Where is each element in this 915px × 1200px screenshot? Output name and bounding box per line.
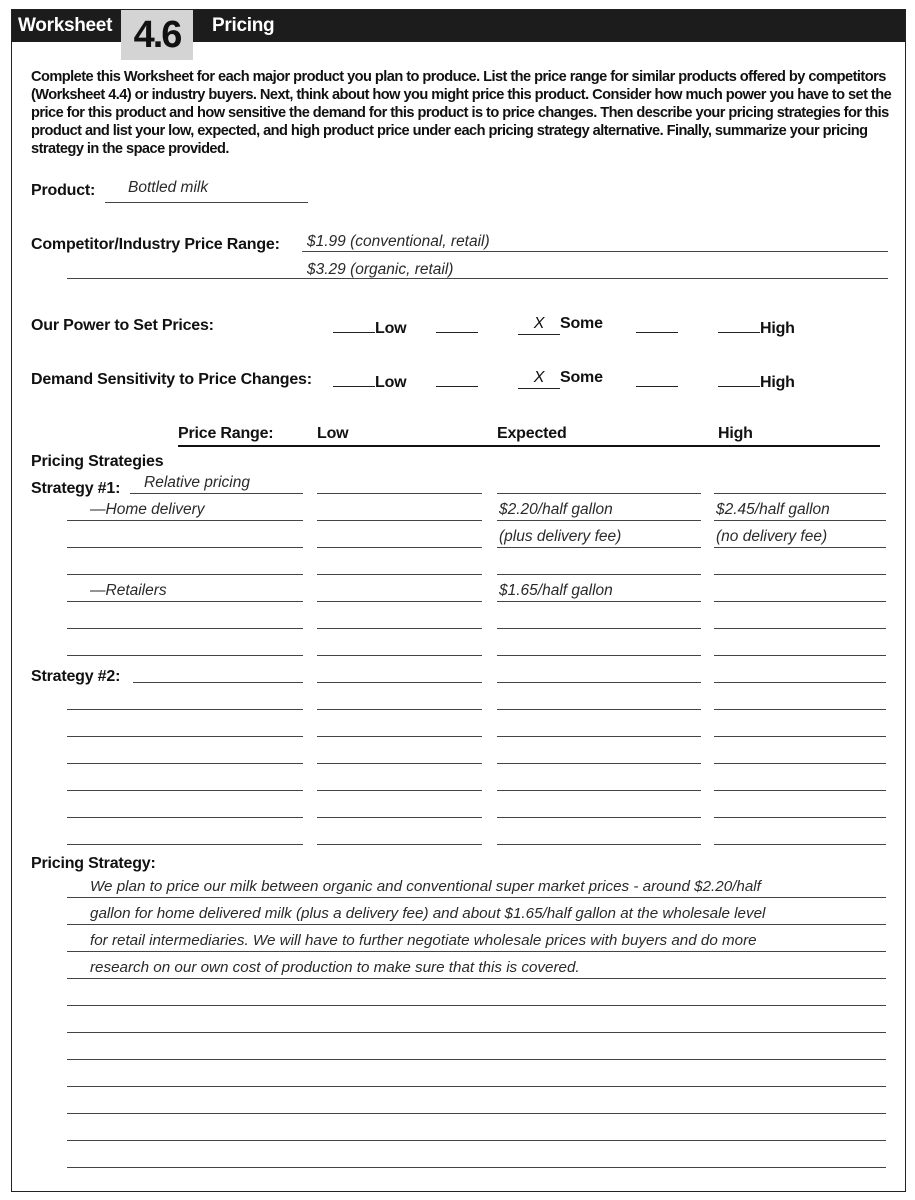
strategy-row-11-high-line: [714, 763, 886, 764]
strategy-row-4-expected-line: [497, 574, 701, 575]
strategy-1-row-2-high[interactable]: $2.45/half gallon: [716, 501, 830, 518]
strategy-row-1-high-line: [714, 493, 886, 494]
strategy-row-10-high-line: [714, 736, 886, 737]
strategy-row-10-expected-line: [497, 736, 701, 737]
strategy-row-2-expected-line: [497, 520, 701, 521]
strategy-row-8-expected-line: [497, 682, 701, 683]
strategy-row-12-low-line: [317, 790, 482, 791]
sensitivity-low-label: Low: [375, 374, 407, 391]
power-some-mark: X: [518, 317, 560, 335]
summary-line-10: [67, 1140, 886, 1141]
strategy-row-1-name-line: [130, 493, 303, 494]
strategy-1-row-2-expected[interactable]: $2.20/half gallon: [499, 501, 613, 518]
summary-line-9: [67, 1113, 886, 1114]
product-value[interactable]: Bottled milk: [128, 179, 209, 196]
strategy-row-6-name-line: [67, 628, 303, 629]
strategy-row-5-low-line: [317, 601, 482, 602]
strategy-row-2-name-line: [67, 520, 303, 521]
strategy-row-7-high-line: [714, 655, 886, 656]
sensitivity-some-high-option[interactable]: [636, 371, 678, 392]
summary-line-5: [67, 1005, 886, 1006]
worksheet-number: 4.6: [121, 10, 193, 60]
summary-text-line-3[interactable]: for retail intermediaries. We will have to further negotiate wholesale prices with buyers and do more: [90, 932, 757, 949]
power-low-option[interactable]: [333, 317, 406, 338]
strategy-row-5-high-line: [714, 601, 886, 602]
product-label: Product:: [31, 182, 96, 199]
power-high-option[interactable]: [718, 317, 795, 338]
summary-text-line-1[interactable]: We plan to price our milk between organic and conventional super market prices - around $2.20/half: [90, 878, 761, 895]
pricing-strategy-summary-label: Pricing Strategy:: [31, 855, 156, 872]
strategy-row-9-name-line: [67, 709, 303, 710]
power-some-option[interactable]: [518, 315, 603, 335]
strategy-row-12-expected-line: [497, 790, 701, 791]
strategy-row-14-high-line: [714, 844, 886, 845]
product-line: [105, 202, 308, 203]
strategy-row-13-high-line: [714, 817, 886, 818]
strategy-row-14-low-line: [317, 844, 482, 845]
strategy-row-7-expected-line: [497, 655, 701, 656]
sensitivity-high-label: High: [760, 374, 795, 391]
power-high-label: High: [760, 320, 795, 337]
worksheet-title: Pricing: [212, 15, 275, 36]
price-range-header: Price Range:: [178, 425, 274, 442]
worksheet-page: [11, 9, 906, 1192]
strategy-row-9-low-line: [317, 709, 482, 710]
strategy-row-3-expected-line: [497, 547, 701, 548]
strategy-row-9-high-line: [714, 709, 886, 710]
strategy-row-8-low-line: [317, 682, 482, 683]
strategy-row-11-low-line: [317, 763, 482, 764]
strategy-1-row-3-expected[interactable]: (plus delivery fee): [499, 528, 622, 545]
worksheet-label: Worksheet: [18, 15, 113, 36]
strategy-1-label: Strategy #1:: [31, 480, 121, 497]
strategy-row-5-expected-line: [497, 601, 701, 602]
strategy-row-6-low-line: [317, 628, 482, 629]
strategy-row-12-high-line: [714, 790, 886, 791]
sensitivity-some-mark: X: [518, 371, 560, 389]
strategy-row-8-high-line: [714, 682, 886, 683]
strategy-row-14-name-line: [67, 844, 303, 845]
strategy-row-4-name-line: [67, 574, 303, 575]
summary-line-1: [67, 897, 886, 898]
strategy-row-11-expected-line: [497, 763, 701, 764]
pricing-strategies-label: Pricing Strategies: [31, 453, 164, 470]
summary-line-8: [67, 1086, 886, 1087]
strategy-row-5-name-line: [67, 601, 303, 602]
competitor-range-value-1[interactable]: $1.99 (conventional, retail): [307, 233, 490, 250]
summary-text-line-2[interactable]: gallon for home delivered milk (plus a delivery fee) and about $1.65/half gallon at the wholesale level: [90, 905, 766, 922]
sensitivity-high-option[interactable]: [718, 371, 795, 392]
strategy-row-10-low-line: [317, 736, 482, 737]
sensitivity-low-some-option[interactable]: [436, 371, 478, 392]
summary-line-6: [67, 1032, 886, 1033]
strategy-row-1-expected-line: [497, 493, 701, 494]
power-label: Our Power to Set Prices:: [31, 317, 214, 334]
summary-line-4: [67, 978, 886, 979]
summary-line-11: [67, 1167, 886, 1168]
strategy-row-12-name-line: [67, 790, 303, 791]
strategy-row-3-high-line: [714, 547, 886, 548]
strategy-row-13-low-line: [317, 817, 482, 818]
strategy-row-3-low-line: [317, 547, 482, 548]
power-low-label: Low: [375, 320, 407, 337]
strategy-1-row-3-high[interactable]: (no delivery fee): [716, 528, 828, 545]
low-column-header: Low: [317, 425, 349, 442]
strategy-row-2-low-line: [317, 520, 482, 521]
power-some-high-option[interactable]: [636, 317, 678, 338]
power-low-some-option[interactable]: [436, 317, 478, 338]
strategy-row-6-expected-line: [497, 628, 701, 629]
strategy-row-2-high-line: [714, 520, 886, 521]
summary-line-7: [67, 1059, 886, 1060]
strategy-1-row-5-expected[interactable]: $1.65/half gallon: [499, 582, 613, 599]
strategy-row-8-name-line: [133, 682, 303, 683]
strategy-row-4-high-line: [714, 574, 886, 575]
sensitivity-low-option[interactable]: [333, 371, 406, 392]
strategy-row-6-high-line: [714, 628, 886, 629]
strategy-row-11-name-line: [67, 763, 303, 764]
competitor-range-line-2: [67, 278, 888, 279]
strategy-1-row-5-name[interactable]: —Retailers: [90, 582, 167, 599]
summary-text-line-4[interactable]: research on our own cost of production to make sure that this is covered.: [90, 959, 580, 976]
instructions-text: Complete this Worksheet for each major product you plan to produce. List the price range for similar products offered by competitors (Worksheet 4.4) or industry buyers. Next, think about how you might price this product. Consider how much power you have to set the price for this product and how sensitive the demand for this product is to price changes. Then describe your pricing strategies for this product and list your low, expected, and high product price under each pricing strategy alternative. Finally, summarize your pricing strategy in the space provided.: [31, 69, 892, 157]
strategy-row-13-name-line: [67, 817, 303, 818]
summary-line-2: [67, 924, 886, 925]
strategy-row-1-low-line: [317, 493, 482, 494]
summary-line-3: [67, 951, 886, 952]
strategy-row-3-name-line: [67, 547, 303, 548]
competitor-range-value-2[interactable]: $3.29 (organic, retail): [307, 261, 454, 278]
strategy-row-7-low-line: [317, 655, 482, 656]
strategy-row-4-low-line: [317, 574, 482, 575]
strategy-row-14-expected-line: [497, 844, 701, 845]
strategy-row-7-name-line: [67, 655, 303, 656]
strategy-2-label: Strategy #2:: [31, 668, 121, 685]
table-header-rule: [178, 445, 880, 447]
expected-column-header: Expected: [497, 425, 567, 442]
strategy-row-9-expected-line: [497, 709, 701, 710]
power-some-label: Some: [560, 315, 603, 332]
strategy-1-row-1-name[interactable]: Relative pricing: [144, 474, 250, 491]
strategy-row-13-expected-line: [497, 817, 701, 818]
competitor-range-label: Competitor/Industry Price Range:: [31, 236, 280, 253]
high-column-header: High: [718, 425, 753, 442]
strategy-row-10-name-line: [67, 736, 303, 737]
sensitivity-some-option[interactable]: [518, 369, 603, 389]
sensitivity-some-label: Some: [560, 369, 603, 386]
strategy-1-row-2-name[interactable]: —Home delivery: [90, 501, 205, 518]
sensitivity-label: Demand Sensitivity to Price Changes:: [31, 371, 312, 388]
competitor-range-line-1: [302, 251, 888, 252]
